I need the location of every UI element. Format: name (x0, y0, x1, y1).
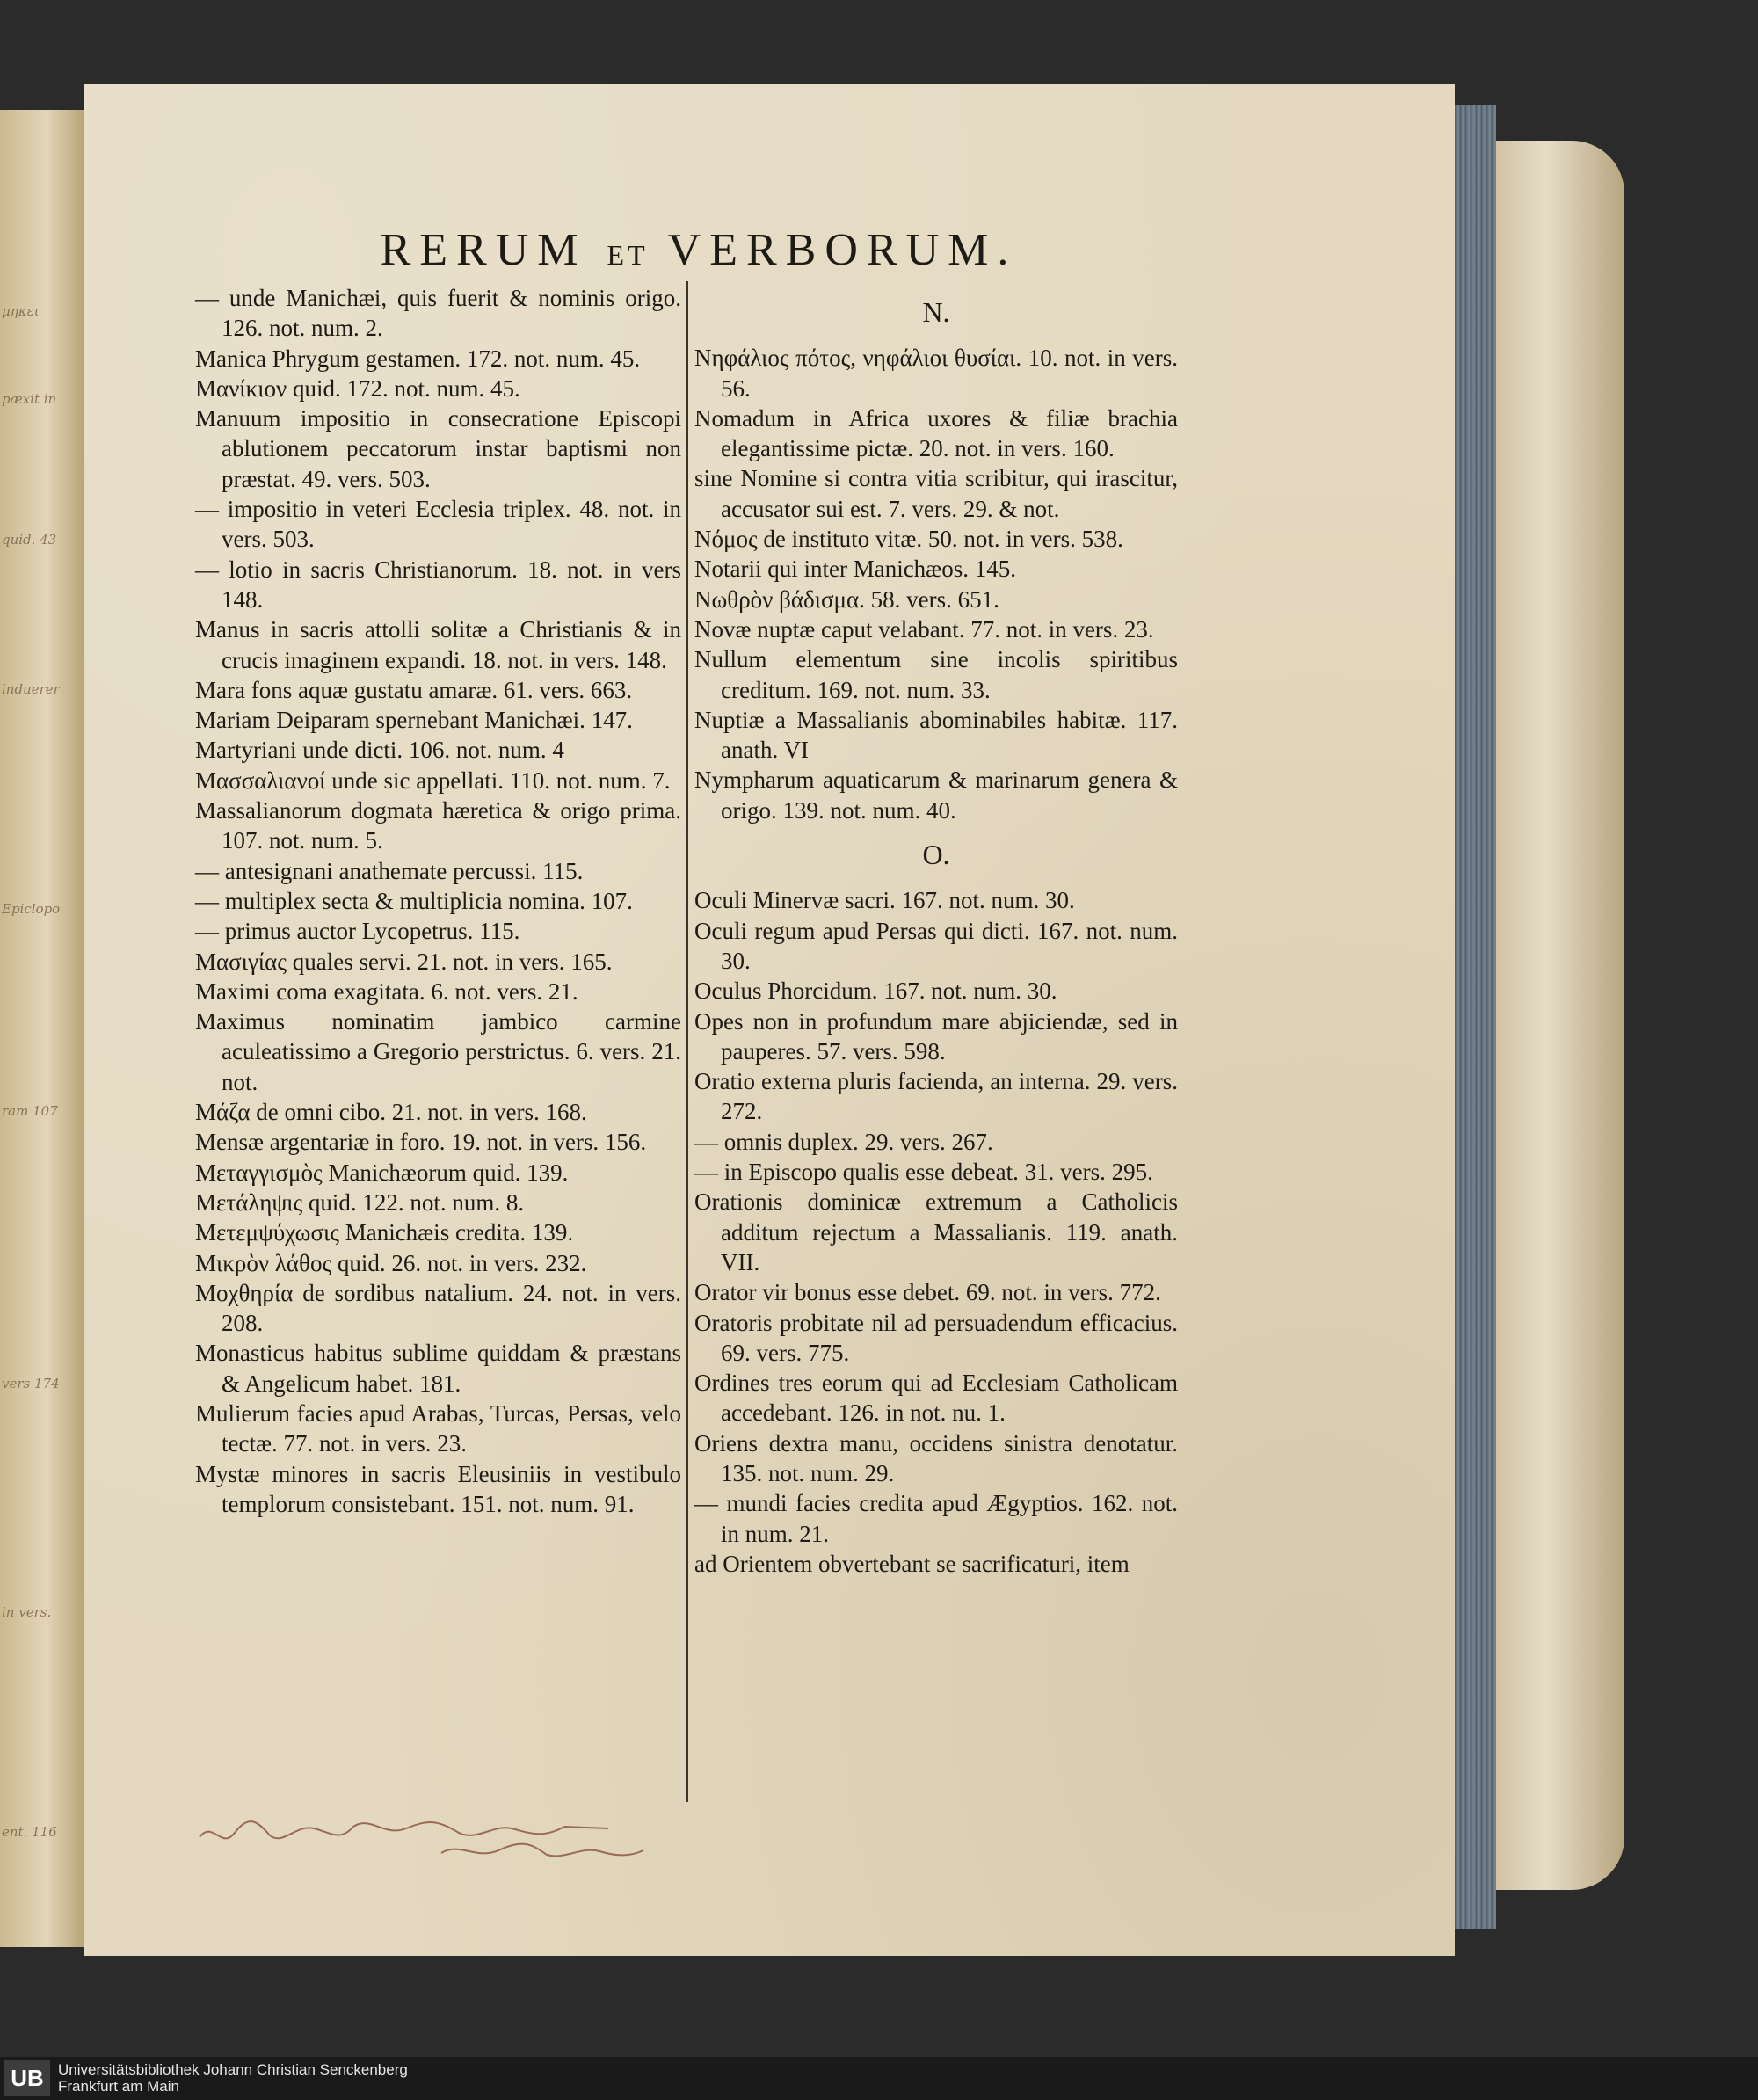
bleed-through-text: quid. 43 (2, 532, 57, 548)
footer-credit (58, 2061, 408, 2095)
index-entry: Nuptiæ a Massalianis abominabiles habitæ. 117. anath. VI (694, 706, 1178, 764)
book-spine-flap (1493, 141, 1624, 1890)
library-footer (0, 2057, 1758, 2100)
index-entry: Oratio externa pluris facienda, an interna. 29. vers. 272. (694, 1068, 1178, 1125)
index-entry: Massalianorum dogmata hæretica & origo prima. 107. not. num. 5. (195, 797, 681, 854)
index-entry: Mariam Deiparam spernebant Manichæi. 147. (195, 707, 633, 734)
bleed-through-text: Epiclopo (2, 901, 61, 917)
footer-line-2: Frankfurt am Main (58, 2078, 179, 2095)
index-entry: Oriens dextra manu, occidens sinistra denotatur. 135. not. num. 29. (694, 1429, 1178, 1486)
index-entry: Μασσαλιανοί unde sic appellati. 110. not. num. 7. (195, 767, 671, 794)
index-entry: Orator vir bonus esse debet. 69. not. in vers. 772. (694, 1279, 1161, 1306)
section-letter-o: O. (922, 839, 950, 871)
page-header (347, 224, 1050, 276)
index-entry: — unde Manichæi, quis fuerit & nominis origo. 126. not. num. 2. (195, 285, 681, 342)
index-entry: — lotio in sacris Christianorum. 18. not. in vers 148. (195, 556, 681, 613)
section-letter-n: N. (922, 296, 950, 328)
index-entry: Oculi regum apud Persas qui dicti. 167. not. num. 30. (694, 917, 1178, 974)
index-entry: Novæ nuptæ caput velabant. 77. not. in vers. 23. (694, 615, 1154, 643)
header-et: ET (607, 239, 649, 271)
bleed-through-text: in vers. (2, 1604, 52, 1620)
index-entry: Nomadum in Africa uxores & filiæ brachia elegantissime pictæ. 20. not. in vers. 160. (694, 404, 1178, 462)
index-entry: Orationis dominicæ extremum a Catholicis additum rejectum a Massalianis. 119. anath. VII. (694, 1188, 1178, 1275)
bleed-through-text: pæxit in (2, 391, 57, 407)
index-entry: Νόμος de instituto vitæ. 50. not. in vers. 538. (694, 526, 1123, 553)
index-entry: Νωθρὸν βάδισμα. 58. vers. 651. (694, 585, 999, 613)
footer-line-1: Universitätsbibliothek Johann Christian Senckenberg (58, 2061, 408, 2078)
index-entry: — antesignani anathemate percussi. 115. (195, 857, 584, 884)
index-entry: Μανίκιον quid. 172. not. num. 45. (195, 374, 520, 402)
handwritten-annotation (195, 1802, 679, 1865)
index-entry: Notarii qui inter Manichæos. 145. (694, 556, 1016, 583)
index-entry: ad Orientem obvertebant se sacrificaturi, item (694, 1550, 1130, 1577)
column-divider (686, 281, 688, 1802)
right-index-column (694, 283, 1178, 1579)
index-entry: Mara fons aquæ gustatu amaræ. 61. vers. 663. (195, 676, 633, 703)
bleed-through-text: vers 174 (2, 1376, 60, 1392)
index-entry: Nullum elementum sine incolis spiritibus creditum. 169. not. num. 33. (694, 646, 1178, 703)
index-entry: Μετάληψις quid. 122. not. num. 8. (195, 1188, 525, 1216)
index-entry: Mystæ minores in sacris Eleusiniis in vestibulo templorum consistebant. 151. not. num. 91. (195, 1460, 681, 1517)
index-entry: — in Episcopo qualis esse debeat. 31. vers. 295. (694, 1159, 1153, 1186)
index-entry: Ordines tres eorum qui ad Ecclesiam Catholicam accedebant. 126. in not. nu. 1. (694, 1370, 1178, 1427)
ub-logo: UB (4, 2060, 50, 2096)
index-entry: Mensæ argentariæ in foro. 19. not. in vers. 156. (195, 1129, 647, 1156)
index-entry: — mundi facies credita apud Ægyptios. 162. not. in num. 21. (694, 1490, 1178, 1547)
index-entry: Maximus nominatim jambico carmine aculeatissimo a Gregorio perstrictus. 6. vers. 21. not. (195, 1008, 681, 1095)
index-entry: Manica Phrygum gestamen. 172. not. num. 45. (195, 345, 641, 372)
index-entry: Mulierum facies apud Arabas, Turcas, Persas, velo tectæ. 77. not. in vers. 23. (195, 1399, 681, 1457)
index-entry: Μασιγίας quales servi. 21. not. in vers. 165. (195, 948, 613, 975)
index-entry: — primus auctor Lycopetrus. 115. (195, 918, 520, 945)
header-rerum: RERUM (380, 225, 587, 275)
index-entry: Manuum impositio in consecratione Episcopi ablutionem peccatorum instar baptismi non præstat. 49. vers. 503. (195, 405, 681, 492)
index-entry: Μεταγγισμὸς Manichæorum quid. 139. (195, 1159, 569, 1186)
bleed-through-text: ent. 116 (2, 1824, 57, 1840)
index-entry: Μοχθηρία de sordibus natalium. 24. not. in vers. 208. (195, 1279, 681, 1337)
index-entry: Maximi coma exagitata. 6. not. vers. 21. (195, 977, 578, 1005)
index-entry: Oculus Phorcidum. 167. not. num. 30. (694, 977, 1057, 1005)
index-entry: Opes non in profundum mare abjiciendæ, sed in pauperes. 57. vers. 598. (694, 1007, 1178, 1065)
index-entry: — omnis duplex. 29. vers. 267. (694, 1128, 993, 1155)
left-index-column (195, 283, 681, 1519)
index-entry: Μετεμψύχωσις Manichæis credita. 139. (195, 1219, 574, 1246)
index-entry: Oculi Minervæ sacri. 167. not. num. 30. (694, 887, 1075, 914)
index-entry: sine Nomine si contra vitia scribitur, qui irascitur, accusator sui est. 7. vers. 29. & not. (694, 465, 1178, 522)
index-entry: Nympharum aquaticarum & marinarum genera & origo. 139. not. num. 40. (694, 767, 1178, 824)
index-entry: Oratoris probitate nil ad persuadendum efficacius. 69. vers. 775. (694, 1309, 1178, 1366)
index-entry: Μικρὸν λάθος quid. 26. not. in vers. 232. (195, 1249, 587, 1276)
bleed-through-text: μηκει (2, 303, 40, 319)
index-entry: — multiplex secta & multiplicia nomina. 107. (195, 887, 633, 914)
index-entry: Νηφάλιος πότος, νηφάλιοι θυσίαι. 10. not. in vers. 56. (694, 345, 1178, 402)
bleed-through-text: ram 107 (2, 1103, 58, 1119)
index-entry: Manus in sacris attolli solitæ a Christianis & in crucis imaginem expandi. 18. not. in vers. 148. (195, 616, 681, 673)
index-entry: Μάζα de omni cibo. 21. not. in vers. 168. (195, 1099, 587, 1126)
left-page-edge (0, 110, 85, 1947)
index-entry: Martyriani unde dicti. 106. not. num. 4 (195, 737, 564, 764)
index-entry: — impositio in veteri Ecclesia triplex. 48. not. in vers. 503. (195, 496, 681, 553)
bleed-through-text: induerer (2, 681, 60, 697)
header-verborum: VERBORUM. (667, 225, 1018, 275)
index-entry: Monasticus habitus sublime quiddam & præstans & Angelicum habet. 181. (195, 1340, 681, 1397)
